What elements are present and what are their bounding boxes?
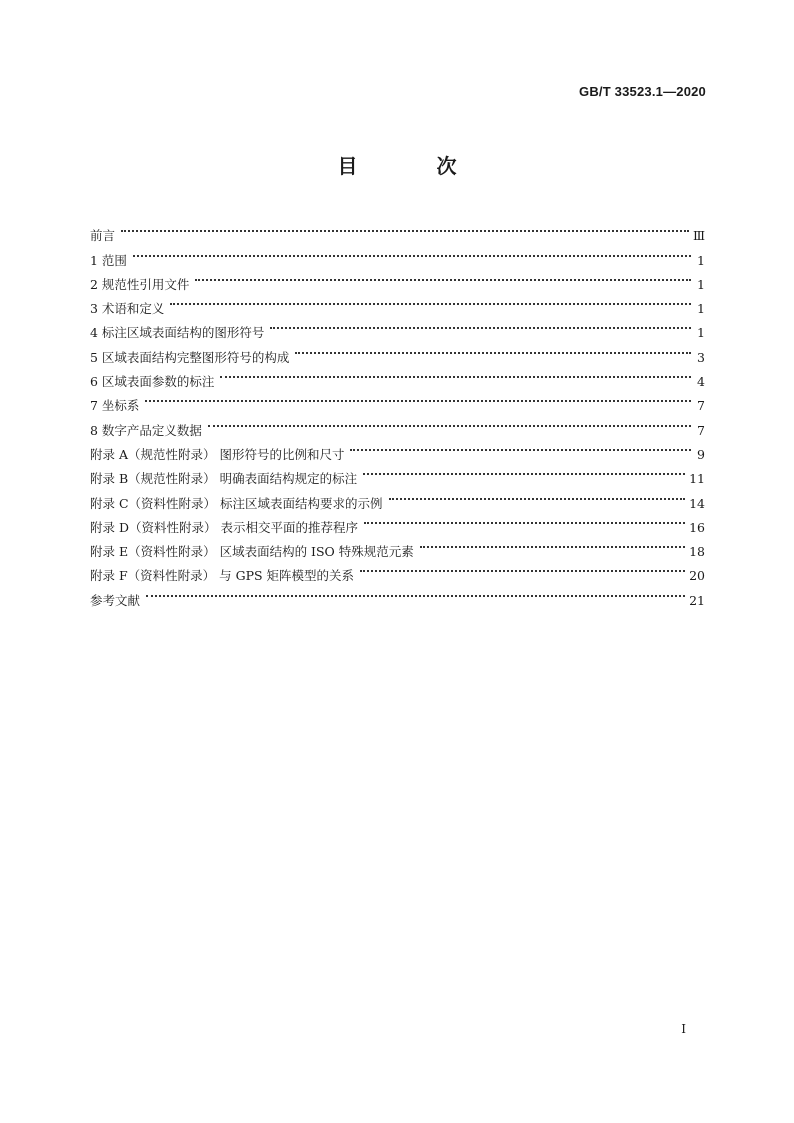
- toc-entry-label: 1 范围: [90, 252, 127, 268]
- footer-page-number: I: [681, 1022, 686, 1036]
- toc-dot-leader: [195, 265, 691, 289]
- toc-entry-label: 7 坐标系: [90, 398, 140, 414]
- toc-entry-label: 8 数字产品定义数据: [90, 422, 202, 438]
- toc-dot-leader: [389, 483, 686, 507]
- toc-entry-page: 1: [697, 301, 705, 317]
- toc-dot-leader: [145, 386, 691, 410]
- toc-entry-page: 21: [689, 592, 705, 608]
- toc-entry-page: 3: [697, 349, 705, 365]
- toc-dot-leader: [208, 410, 691, 434]
- toc-entry[interactable]: [90, 410, 705, 438]
- toc-entry-page: 11: [689, 471, 705, 487]
- toc-entry-page: 7: [697, 422, 705, 438]
- toc-entry-page: 4: [697, 374, 705, 390]
- toc-entry-label: 参考文献: [90, 592, 141, 608]
- toc-entry-label: 4 标注区域表面结构的图形符号: [90, 325, 265, 341]
- toc-dot-leader: [350, 435, 691, 459]
- toc-entry-page: 14: [689, 495, 705, 511]
- toc-entry-label: 附录 E（资料性附录） 区域表面结构的 ISO 特殊规范元素: [90, 544, 414, 560]
- toc-dot-leader: [360, 556, 685, 580]
- toc-dot-leader: [146, 580, 685, 604]
- toc-entry-page: 9: [697, 446, 705, 462]
- toc-entry-page: 7: [697, 398, 705, 414]
- toc-dot-leader: [363, 459, 685, 483]
- page-title: 目 次: [337, 154, 493, 178]
- toc-entry-page: 1: [697, 276, 705, 292]
- toc-entry-label: 附录 F（资料性附录） 与 GPS 矩阵模型的关系: [90, 568, 355, 584]
- toc-entry-page: 20: [689, 568, 705, 584]
- toc-entry[interactable]: [90, 289, 705, 317]
- toc-dot-leader: [364, 508, 685, 532]
- toc-entry-label: 附录 B（规范性附录） 明确表面结构规定的标注: [90, 471, 358, 487]
- toc-entry[interactable]: [90, 313, 705, 341]
- toc-entry-page: 1: [697, 252, 705, 268]
- toc-entry[interactable]: [90, 580, 705, 608]
- toc-entry-label: 5 区域表面结构完整图形符号的构成: [90, 349, 290, 365]
- toc-entry-label: 2 规范性引用文件: [90, 276, 190, 292]
- toc-entry[interactable]: [90, 386, 705, 414]
- toc-entry-label: 前言: [90, 228, 116, 244]
- toc-dot-leader: [133, 240, 691, 264]
- toc-entry[interactable]: [90, 240, 705, 268]
- toc-entry-label: 6 区域表面参数的标注: [90, 374, 215, 390]
- toc-dot-leader: [420, 532, 685, 556]
- toc-dot-leader: [121, 216, 689, 240]
- toc-entry-label: 附录 D（资料性附录） 表示相交平面的推荐程序: [90, 519, 358, 535]
- toc-entry-label: 附录 C（资料性附录） 标注区域表面结构要求的示例: [90, 495, 383, 511]
- toc-entry-page: 18: [689, 544, 705, 560]
- toc-entry-page: 16: [689, 519, 705, 535]
- standard-number: GB/T 33523.1—2020: [579, 84, 706, 99]
- toc-dot-leader: [270, 313, 691, 337]
- toc-entry[interactable]: [90, 216, 705, 244]
- toc-entry-page: 1: [697, 325, 705, 341]
- toc-entry-label: 3 术语和定义: [90, 301, 165, 317]
- toc-dot-leader: [170, 289, 691, 313]
- toc-entry[interactable]: [90, 265, 705, 292]
- table-of-contents: [90, 216, 705, 608]
- toc-dot-leader: [220, 362, 691, 386]
- toc-dot-leader: [295, 337, 691, 361]
- toc-entry-label: 附录 A（规范性附录） 图形符号的比例和尺寸: [90, 446, 345, 462]
- toc-entry-page: Ⅲ: [692, 228, 705, 244]
